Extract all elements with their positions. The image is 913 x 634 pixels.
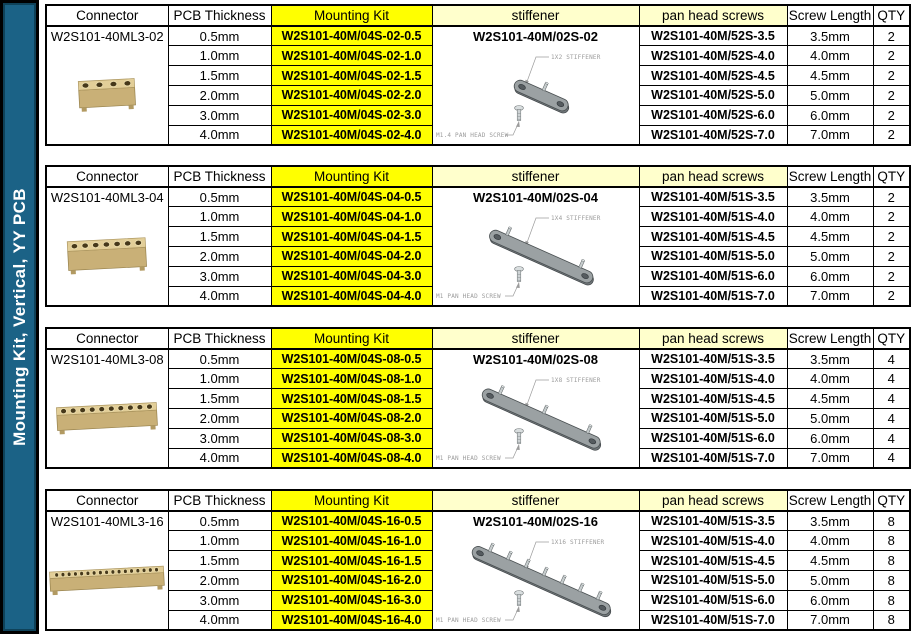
mounting-kit-cell: W2S101-40M/04S-08-0.5	[271, 349, 432, 369]
col-header-stiffener: stiffener	[432, 166, 639, 187]
pcb-thickness-cell: 0.5mm	[168, 187, 271, 207]
screw-part-cell: W2S101-40M/51S-5.0	[639, 246, 787, 266]
screw-length-cell: 4.0mm	[787, 207, 873, 227]
kit-table-w2s101-40ml3-08	[45, 327, 911, 469]
col-header-connector: Connector	[46, 490, 168, 511]
pcb-thickness-cell: 1.5mm	[168, 227, 271, 247]
qty-cell: 4	[873, 428, 910, 448]
qty-cell: 2	[873, 246, 910, 266]
screw-part-cell: W2S101-40M/52S-3.5	[639, 26, 787, 46]
mounting-kit-cell: W2S101-40M/04S-16-0.5	[271, 511, 432, 531]
qty-cell: 8	[873, 531, 910, 551]
qty-cell: 8	[873, 551, 910, 571]
mounting-kit-cell: W2S101-40M/04S-04-2.0	[271, 246, 432, 266]
screw-part-cell: W2S101-40M/51S-7.0	[639, 286, 787, 306]
mounting-kit-table	[45, 327, 911, 469]
col-header-qty: QTY	[873, 328, 910, 349]
mounting-kit-cell: W2S101-40M/04S-04-4.0	[271, 286, 432, 306]
col-header-connector: Connector	[46, 5, 168, 26]
screw-part-cell: W2S101-40M/51S-3.5	[639, 349, 787, 369]
connector-cell	[46, 349, 168, 468]
qty-cell: 2	[873, 125, 910, 145]
pcb-thickness-cell: 0.5mm	[168, 26, 271, 46]
connector-cell	[46, 26, 168, 145]
pcb-thickness-cell: 1.0mm	[168, 46, 271, 66]
stiffener-cell	[432, 26, 639, 145]
col-header-pcb-thickness: PCB Thickness	[168, 5, 271, 26]
col-header-mounting-kit: Mounting Kit	[271, 5, 432, 26]
connector-image-box	[47, 369, 168, 467]
pcb-thickness-cell: 3.0mm	[168, 105, 271, 125]
screw-length-cell: 7.0mm	[787, 125, 873, 145]
table-row	[46, 26, 910, 46]
connector-cell	[46, 511, 168, 630]
table-row	[46, 511, 910, 531]
connector-part-label: W2S101-40ML3-08	[50, 352, 164, 367]
screw-part-cell: W2S101-40M/51S-4.5	[639, 227, 787, 247]
connector-image-box	[47, 46, 168, 144]
screw-part-cell: W2S101-40M/51S-3.5	[639, 187, 787, 207]
screw-length-cell: 7.0mm	[787, 286, 873, 306]
stiffener-cell	[432, 511, 639, 630]
pan-head-screw-image	[514, 106, 523, 121]
col-header-screw-length: Screw Length	[787, 5, 873, 26]
mounting-kit-cell: W2S101-40M/04S-04-1.5	[271, 227, 432, 247]
pcb-thickness-cell: 4.0mm	[168, 610, 271, 630]
col-header-mounting-kit: Mounting Kit	[271, 328, 432, 349]
stiffener-diagram-box	[433, 46, 639, 144]
stiffener-diagram	[433, 533, 639, 627]
col-header-pcb-thickness: PCB Thickness	[168, 328, 271, 349]
stiffener-diagram	[433, 48, 639, 142]
screw-part-cell: W2S101-40M/51S-7.0	[639, 610, 787, 630]
screw-length-cell: 6.0mm	[787, 428, 873, 448]
col-header-qty: QTY	[873, 490, 910, 511]
table-row	[46, 187, 910, 207]
stiffener-part-label: W2S101-40M/02S-04	[472, 190, 598, 205]
qty-cell: 4	[873, 408, 910, 428]
col-header-screw-length: Screw Length	[787, 490, 873, 511]
connector-image	[54, 399, 160, 437]
screw-length-cell: 5.0mm	[787, 85, 873, 105]
stiffener-diagram	[433, 209, 639, 303]
screw-part-cell: W2S101-40M/51S-4.0	[639, 369, 787, 389]
screw-part-cell: W2S101-40M/52S-7.0	[639, 125, 787, 145]
pcb-thickness-cell: 1.0mm	[168, 531, 271, 551]
pcb-thickness-cell: 2.0mm	[168, 85, 271, 105]
pcb-thickness-cell: 4.0mm	[168, 125, 271, 145]
screw-part-cell: W2S101-40M/51S-4.0	[639, 531, 787, 551]
mounting-kit-cell: W2S101-40M/04S-16-1.5	[271, 551, 432, 571]
col-header-connector: Connector	[46, 328, 168, 349]
stiffener-part-label: W2S101-40M/02S-16	[472, 514, 598, 529]
mounting-kit-cell: W2S101-40M/04S-08-4.0	[271, 448, 432, 468]
mounting-kit-cell: W2S101-40M/04S-02-3.0	[271, 105, 432, 125]
screw-length-cell: 4.5mm	[787, 389, 873, 409]
qty-cell: 2	[873, 227, 910, 247]
col-header-stiffener: stiffener	[432, 5, 639, 26]
col-header-pan-head-screws: pan head screws	[639, 166, 787, 187]
qty-cell: 2	[873, 85, 910, 105]
mounting-kit-cell: W2S101-40M/04S-16-2.0	[271, 570, 432, 590]
qty-cell: 2	[873, 266, 910, 286]
qty-cell: 4	[873, 369, 910, 389]
stiffener-part-label: W2S101-40M/02S-08	[472, 352, 598, 367]
screw-callout-label: M1 PAN HEAD SCREW	[435, 293, 501, 300]
qty-cell: 2	[873, 26, 910, 46]
connector-image	[76, 73, 138, 117]
mounting-kit-cell: W2S101-40M/04S-02-4.0	[271, 125, 432, 145]
kit-table-w2s101-40ml3-02	[45, 4, 911, 146]
qty-cell: 2	[873, 66, 910, 86]
screw-part-cell: W2S101-40M/52S-5.0	[639, 85, 787, 105]
mounting-kit-cell: W2S101-40M/04S-02-0.5	[271, 26, 432, 46]
mounting-kit-table	[45, 489, 911, 631]
qty-cell: 8	[873, 511, 910, 531]
screw-part-cell: W2S101-40M/52S-4.0	[639, 46, 787, 66]
screw-length-cell: 4.5mm	[787, 551, 873, 571]
pcb-thickness-cell: 2.0mm	[168, 570, 271, 590]
connector-part-label: W2S101-40ML3-04	[50, 190, 164, 205]
qty-cell: 8	[873, 610, 910, 630]
screw-callout-label: M1 PAN HEAD SCREW	[435, 455, 501, 462]
screw-part-cell: W2S101-40M/51S-5.0	[639, 408, 787, 428]
pcb-thickness-cell: 1.5mm	[168, 66, 271, 86]
stiffener-diagram	[433, 371, 639, 465]
screw-length-cell: 3.5mm	[787, 349, 873, 369]
screw-length-cell: 4.5mm	[787, 227, 873, 247]
mounting-kit-cell: W2S101-40M/04S-16-4.0	[271, 610, 432, 630]
connector-part-label: W2S101-40ML3-16	[50, 514, 164, 529]
pcb-thickness-cell: 0.5mm	[168, 349, 271, 369]
sidebar-title: Mounting Kit, Vertical, YY PCB	[9, 188, 29, 446]
stiffener-callout-label: 1X16 STIFFENER	[550, 539, 604, 546]
pcb-thickness-cell: 3.0mm	[168, 266, 271, 286]
mounting-kit-cell: W2S101-40M/04S-04-1.0	[271, 207, 432, 227]
mounting-kit-cell: W2S101-40M/04S-08-1.5	[271, 389, 432, 409]
stiffener-diagram-box	[433, 531, 639, 629]
pcb-thickness-cell: 0.5mm	[168, 511, 271, 531]
connector-part-label: W2S101-40ML3-02	[50, 29, 164, 44]
screw-part-cell: W2S101-40M/51S-5.0	[639, 570, 787, 590]
connector-cell	[46, 187, 168, 306]
col-header-qty: QTY	[873, 166, 910, 187]
screw-part-cell: W2S101-40M/51S-7.0	[639, 448, 787, 468]
col-header-pan-head-screws: pan head screws	[639, 490, 787, 511]
screw-length-cell: 3.5mm	[787, 187, 873, 207]
col-header-screw-length: Screw Length	[787, 166, 873, 187]
mounting-kit-cell: W2S101-40M/04S-08-2.0	[271, 408, 432, 428]
screw-part-cell: W2S101-40M/51S-6.0	[639, 266, 787, 286]
connector-image-box	[47, 531, 168, 629]
screw-length-cell: 4.0mm	[787, 531, 873, 551]
pcb-thickness-cell: 4.0mm	[168, 286, 271, 306]
mounting-kit-cell: W2S101-40M/04S-04-3.0	[271, 266, 432, 286]
pcb-thickness-cell: 2.0mm	[168, 246, 271, 266]
screw-part-cell: W2S101-40M/52S-4.5	[639, 66, 787, 86]
kit-table-w2s101-40ml3-04	[45, 165, 911, 307]
pan-head-screw-image	[514, 591, 523, 606]
col-header-pcb-thickness: PCB Thickness	[168, 490, 271, 511]
col-header-connector: Connector	[46, 166, 168, 187]
qty-cell: 8	[873, 590, 910, 610]
mounting-kit-table	[45, 165, 911, 307]
pan-head-screw-image	[514, 267, 523, 282]
screw-length-cell: 5.0mm	[787, 246, 873, 266]
screw-length-cell: 3.5mm	[787, 511, 873, 531]
screw-part-cell: W2S101-40M/51S-4.5	[639, 551, 787, 571]
qty-cell: 2	[873, 105, 910, 125]
screw-length-cell: 4.0mm	[787, 46, 873, 66]
screw-length-cell: 5.0mm	[787, 570, 873, 590]
connector-image	[65, 232, 149, 280]
connector-image-box	[47, 207, 168, 305]
stiffener-callout-label: 1X8 STIFFENER	[550, 377, 601, 384]
pcb-thickness-cell: 1.5mm	[168, 389, 271, 409]
stiffener-cell	[432, 349, 639, 468]
col-header-pan-head-screws: pan head screws	[639, 328, 787, 349]
screw-part-cell: W2S101-40M/51S-6.0	[639, 590, 787, 610]
pcb-thickness-cell: 1.0mm	[168, 369, 271, 389]
col-header-screw-length: Screw Length	[787, 328, 873, 349]
screw-callout-label: M1 PAN HEAD SCREW	[435, 617, 501, 624]
stiffener-cell	[432, 187, 639, 306]
mounting-kit-cell: W2S101-40M/04S-02-2.0	[271, 85, 432, 105]
stiffener-callout-label: 1X2 STIFFENER	[550, 54, 601, 61]
screw-length-cell: 6.0mm	[787, 266, 873, 286]
stiffener-diagram-box	[433, 207, 639, 305]
col-header-stiffener: stiffener	[432, 490, 639, 511]
screw-length-cell: 6.0mm	[787, 105, 873, 125]
screw-length-cell: 7.0mm	[787, 448, 873, 468]
screw-part-cell: W2S101-40M/51S-4.5	[639, 389, 787, 409]
screw-length-cell: 7.0mm	[787, 610, 873, 630]
qty-cell: 2	[873, 286, 910, 306]
sidebar-banner-inner	[3, 3, 36, 631]
screw-length-cell: 3.5mm	[787, 26, 873, 46]
qty-cell: 4	[873, 448, 910, 468]
mounting-kit-cell: W2S101-40M/04S-08-3.0	[271, 428, 432, 448]
screw-length-cell: 4.0mm	[787, 369, 873, 389]
pcb-thickness-cell: 3.0mm	[168, 428, 271, 448]
mounting-kit-cell: W2S101-40M/04S-02-1.0	[271, 46, 432, 66]
qty-cell: 2	[873, 46, 910, 66]
col-header-mounting-kit: Mounting Kit	[271, 166, 432, 187]
qty-cell: 4	[873, 349, 910, 369]
col-header-qty: QTY	[873, 5, 910, 26]
connector-image	[47, 564, 167, 596]
mounting-kit-cell: W2S101-40M/04S-08-1.0	[271, 369, 432, 389]
pcb-thickness-cell: 3.0mm	[168, 590, 271, 610]
screw-part-cell: W2S101-40M/51S-3.5	[639, 511, 787, 531]
pcb-thickness-cell: 2.0mm	[168, 408, 271, 428]
col-header-pan-head-screws: pan head screws	[639, 5, 787, 26]
screw-length-cell: 6.0mm	[787, 590, 873, 610]
pan-head-screw-image	[514, 429, 523, 444]
qty-cell: 8	[873, 570, 910, 590]
screw-part-cell: W2S101-40M/52S-6.0	[639, 105, 787, 125]
screw-part-cell: W2S101-40M/51S-4.0	[639, 207, 787, 227]
mounting-kit-table	[45, 4, 911, 146]
kit-table-w2s101-40ml3-16	[45, 489, 911, 631]
qty-cell: 2	[873, 187, 910, 207]
qty-cell: 2	[873, 207, 910, 227]
pcb-thickness-cell: 1.5mm	[168, 551, 271, 571]
screw-part-cell: W2S101-40M/51S-6.0	[639, 428, 787, 448]
pcb-thickness-cell: 1.0mm	[168, 207, 271, 227]
col-header-mounting-kit: Mounting Kit	[271, 490, 432, 511]
stiffener-diagram-box	[433, 369, 639, 467]
qty-cell: 4	[873, 389, 910, 409]
mounting-kit-cell: W2S101-40M/04S-04-0.5	[271, 187, 432, 207]
pcb-thickness-cell: 4.0mm	[168, 448, 271, 468]
screw-length-cell: 5.0mm	[787, 408, 873, 428]
mounting-kit-cell: W2S101-40M/04S-16-3.0	[271, 590, 432, 610]
sidebar-banner	[0, 0, 39, 634]
stiffener-callout-label: 1X4 STIFFENER	[550, 215, 601, 222]
stiffener-part-label: W2S101-40M/02S-02	[472, 29, 598, 44]
mounting-kit-cell: W2S101-40M/04S-16-1.0	[271, 531, 432, 551]
table-row	[46, 349, 910, 369]
mounting-kit-cell: W2S101-40M/04S-02-1.5	[271, 66, 432, 86]
screw-length-cell: 4.5mm	[787, 66, 873, 86]
col-header-pcb-thickness: PCB Thickness	[168, 166, 271, 187]
col-header-stiffener: stiffener	[432, 328, 639, 349]
screw-callout-label: M1.4 PAN HEAD SCREW	[435, 132, 508, 139]
